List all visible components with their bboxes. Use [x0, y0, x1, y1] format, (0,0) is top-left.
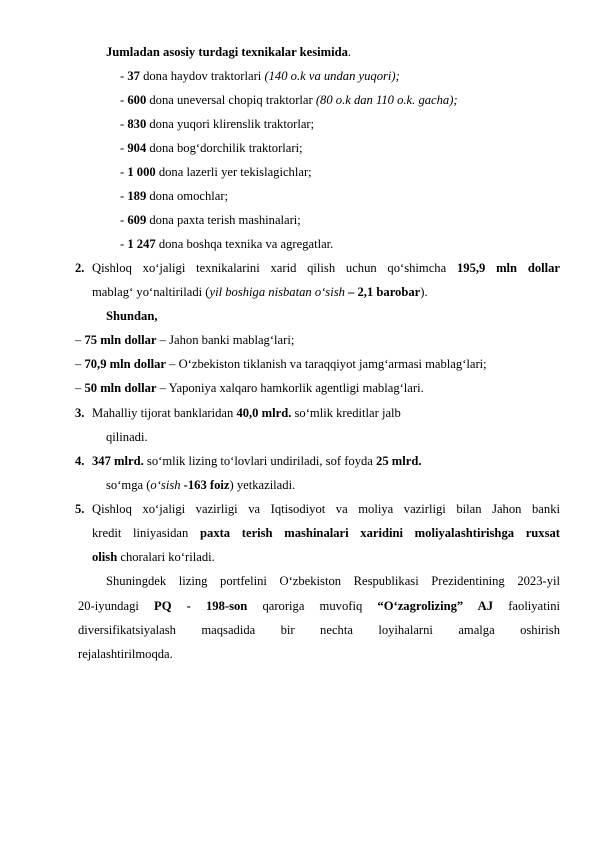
item-note: (140 o.k va undan yuqori); — [264, 69, 400, 83]
item-dash: - — [120, 69, 128, 83]
paragraph-number: 5. — [75, 502, 85, 516]
heading-period: . — [347, 45, 352, 59]
closing-text-2: faoliyatini — [493, 599, 560, 613]
item-dash: - — [120, 165, 128, 179]
p5-text: kredit liniyasidan — [92, 526, 201, 540]
list-item — [120, 116, 314, 132]
closing-line-4: rejalashtirilmoqda. — [78, 647, 173, 661]
p4-growth-value: -163 foiz — [180, 478, 230, 492]
source-text: – Oʻzbekiston tiklanish va taraqqiyot jamgʻarmasi mablagʻlari; — [165, 357, 487, 371]
paragraph-4-line-2 — [106, 477, 295, 493]
section-heading — [106, 44, 351, 60]
item-text: dona yuqori klirenslik traktorlar; — [146, 117, 315, 131]
p3-amount: 40,0 mlrd. — [236, 406, 292, 420]
decree-number: PQ - 198-son — [154, 599, 248, 613]
source-amount: 70,9 mln dollar — [84, 357, 166, 371]
p4-profit: 25 mlrd. — [376, 454, 422, 468]
closing-line-1: Shuningdek lizing portfelini Oʻzbekiston Respublikasi Prezidentining 2023-yil — [106, 574, 560, 588]
item-count: 189 — [127, 189, 147, 203]
p3-text: Mahalliy tijorat banklaridan — [92, 406, 237, 420]
source-item — [75, 356, 487, 372]
list-item — [120, 188, 228, 204]
paragraph-number: 3. — [75, 406, 85, 420]
p3-text-2: soʻmlik kreditlar jalb — [291, 406, 401, 420]
source-text: – Jahon banki mablagʻlari; — [156, 333, 295, 347]
item-text: dona haydov traktorlari — [139, 69, 265, 83]
company-name: “O‘zagrolizing” AJ — [377, 599, 494, 613]
item-dash: - — [120, 237, 128, 251]
p4-end: ) yetkaziladi. — [229, 478, 296, 492]
item-count: 37 — [127, 69, 140, 83]
source-item — [75, 380, 424, 396]
heading-text: Jumladan asosiy turdagi texnikalar kesimida — [106, 45, 348, 59]
item-dash: - — [120, 93, 128, 107]
closing-text: qaroriga muvofiq — [247, 599, 378, 613]
source-dash: – — [75, 333, 85, 347]
p5-bold-phrase: paxta terish mashinalari xaridini moliyalashtirishga ruxsat — [200, 526, 560, 540]
item-dash: - — [120, 189, 128, 203]
list-item — [120, 212, 301, 228]
p2-growth-label: yil boshiga nisbatan o‘sish — [209, 285, 345, 299]
p2-text: Qishloq xoʻjaligi texnikalarini xarid qilish uchun qoʻshimcha — [92, 261, 457, 275]
item-text: dona uneversal chopiq traktorlar — [146, 93, 316, 107]
item-dash: - — [120, 213, 128, 227]
source-amount: 50 mln dollar — [84, 381, 157, 395]
list-item — [120, 164, 312, 180]
item-count: 609 — [127, 213, 147, 227]
paragraph-3-line-2: qilinadi. — [106, 430, 148, 444]
list-item — [120, 140, 303, 156]
paragraph-5-line-2 — [92, 525, 560, 541]
item-count: 1 247 — [127, 237, 156, 251]
p4-amount: 347 mlrd. — [92, 454, 144, 468]
item-count: 830 — [127, 117, 147, 131]
item-text: dona bogʻdorchilik traktorlari; — [146, 141, 303, 155]
p2-growth-value: – 2,1 barobar — [344, 285, 421, 299]
p2-end: ). — [420, 285, 428, 299]
paragraph-2-line-2 — [92, 284, 428, 300]
p4-text-2: soʻmga ( — [106, 478, 151, 492]
item-note: (80 o.k dan 110 o.k. gacha); — [315, 93, 458, 107]
closing-line-3: diversifikatsiyalash maqsadida bir nechta loyihalarni amalga oshirish — [78, 623, 560, 637]
source-dash: – — [75, 357, 85, 371]
shundan-label: Shundan, — [106, 309, 158, 323]
paragraph-number: 4. — [75, 454, 85, 468]
paragraph-2-line-1 — [92, 260, 560, 276]
p5-bold-word: olish — [92, 550, 118, 564]
item-text: dona paxta terish mashinalari; — [146, 213, 301, 227]
p2-text-2: mablagʻ yoʻnaltiriladi ( — [92, 285, 210, 299]
closing-line-2 — [78, 598, 560, 614]
source-item — [75, 332, 294, 348]
list-item — [120, 68, 400, 84]
source-amount: 75 mln dollar — [84, 333, 157, 347]
list-item — [120, 236, 333, 252]
source-text: – Yaponiya xalqaro hamkorlik agentligi mablagʻlari. — [156, 381, 424, 395]
paragraph-5-line-1: Qishloq xoʻjaligi vazirligi va Iqtisodiyot va moliya vazirligi bilan Jahon banki — [92, 502, 560, 516]
paragraph-5-line-3 — [92, 549, 215, 565]
closing-date: 20-iyundagi — [78, 599, 155, 613]
item-count: 600 — [127, 93, 147, 107]
item-dash: - — [120, 117, 128, 131]
item-text: dona lazerli yer tekislagichlar; — [155, 165, 312, 179]
source-dash: – — [75, 381, 85, 395]
paragraph-3-line-1 — [92, 405, 401, 421]
item-text: dona omochlar; — [146, 189, 229, 203]
paragraph-number: 2. — [75, 261, 85, 275]
list-item — [120, 92, 458, 108]
p2-amount: 195,9 mln dollar — [456, 261, 561, 275]
item-dash: - — [120, 141, 128, 155]
p5-text-3: choralari koʻriladi. — [117, 550, 215, 564]
paragraph-4-line-1 — [92, 453, 422, 469]
item-count: 904 — [127, 141, 147, 155]
p4-growth-label: o‘sish — [150, 478, 181, 492]
item-text: dona boshqa texnika va agregatlar. — [155, 237, 334, 251]
item-count: 1 000 — [127, 165, 156, 179]
p4-text: soʻmlik lizing toʻlovlari undiriladi, sof foyda — [143, 454, 377, 468]
